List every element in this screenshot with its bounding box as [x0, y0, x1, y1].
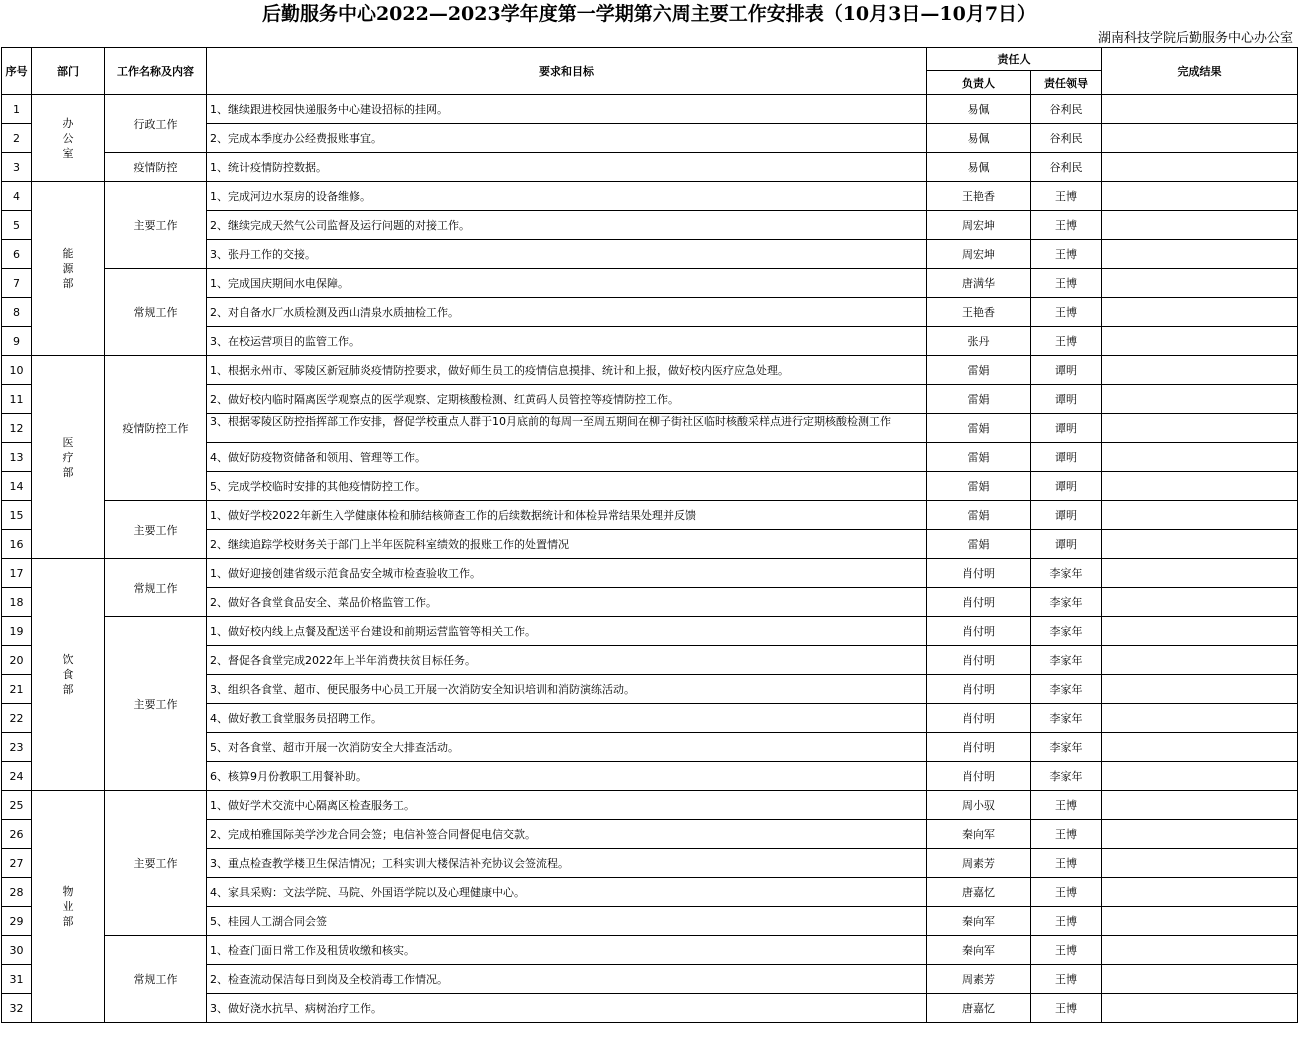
leader-cell: 李家年: [1031, 704, 1102, 733]
leader-cell: 李家年: [1031, 617, 1102, 646]
requirement-cell: 3、重点检查教学楼卫生保洁情况；工科实训大楼保洁补充协议会签流程。: [207, 849, 927, 878]
result-cell[interactable]: [1102, 327, 1298, 356]
result-cell[interactable]: [1102, 965, 1298, 994]
department-char: 部: [62, 465, 74, 479]
department-cell: [32, 356, 105, 559]
requirement-cell: 2、完成柏雅国际美学沙龙合同会签；电信补签合同督促电信交款。: [207, 820, 927, 849]
table-row: [2, 153, 1298, 182]
row-number: 17: [2, 559, 32, 588]
person-cell: 周素芳: [927, 965, 1031, 994]
result-cell[interactable]: [1102, 675, 1298, 704]
leader-cell: 王博: [1031, 965, 1102, 994]
person-cell: 易佩: [927, 124, 1031, 153]
person-cell: 王艳香: [927, 298, 1031, 327]
requirement-cell: 3、组织各食堂、超市、便民服务中心员工开展一次消防安全知识培训和消防演练活动。: [207, 675, 927, 704]
leader-cell: 王博: [1031, 791, 1102, 820]
row-number: 4: [2, 182, 32, 211]
row-number: 22: [2, 704, 32, 733]
person-cell: 肖付明: [927, 704, 1031, 733]
person-cell: 肖付明: [927, 733, 1031, 762]
row-number: 30: [2, 936, 32, 965]
person-cell: 肖付明: [927, 675, 1031, 704]
row-number: 9: [2, 327, 32, 356]
result-cell[interactable]: [1102, 617, 1298, 646]
result-cell[interactable]: [1102, 646, 1298, 675]
requirement-cell: 1、完成河边水泵房的设备维修。: [207, 182, 927, 211]
header-leader: 责任领导: [1031, 71, 1102, 95]
requirement-cell: 3、在校运营项目的监管工作。: [207, 327, 927, 356]
table-row: [2, 95, 1298, 124]
header-seq: 序号: [2, 48, 32, 95]
row-number: 28: [2, 878, 32, 907]
leader-cell: 谷利民: [1031, 95, 1102, 124]
table-row: [2, 791, 1298, 820]
work-category-cell: 疫情防控: [105, 153, 207, 182]
department-char: 部: [62, 915, 74, 928]
requirement-cell: 2、继续追踪学校财务关于部门上半年医院科室绩效的报账工作的处置情况: [207, 530, 927, 559]
row-number: 24: [2, 762, 32, 791]
work-category-cell: 主要工作: [105, 617, 207, 791]
header-work: 工作名称及内容: [105, 48, 207, 95]
work-category-cell: 常规工作: [105, 936, 207, 1023]
result-cell[interactable]: [1102, 733, 1298, 762]
table-body: [2, 95, 1298, 1023]
result-cell[interactable]: [1102, 443, 1298, 472]
person-cell: 雷娟: [927, 472, 1031, 501]
requirement-cell: 2、完成本季度办公经费报账事宜。: [207, 124, 927, 153]
requirement-cell: 2、检查流动保洁每日到岗及全校消毒工作情况。: [207, 965, 927, 994]
requirement-cell: 2、做好校内临时隔离医学观察点的医学观察、定期核酸检测、红黄码人员管控等疫情防控工作。: [207, 385, 927, 414]
result-cell[interactable]: [1102, 240, 1298, 269]
header-dept: 部门: [32, 48, 105, 95]
row-number: 5: [2, 211, 32, 240]
leader-cell: 王博: [1031, 849, 1102, 878]
requirement-cell: 6、核算9月份教职工用餐补助。: [207, 762, 927, 791]
requirement-cell: 3、张丹工作的交接。: [207, 240, 927, 269]
requirement-cell: 4、做好教工食堂服务员招聘工作。: [207, 704, 927, 733]
result-cell[interactable]: [1102, 994, 1298, 1023]
result-cell[interactable]: [1102, 878, 1298, 907]
result-cell[interactable]: [1102, 269, 1298, 298]
result-cell[interactable]: [1102, 762, 1298, 791]
result-cell[interactable]: [1102, 907, 1298, 936]
result-cell[interactable]: [1102, 704, 1298, 733]
row-number: 8: [2, 298, 32, 327]
person-cell: 周小驭: [927, 791, 1031, 820]
person-cell: 雷娟: [927, 414, 1031, 443]
leader-cell: 李家年: [1031, 762, 1102, 791]
requirement-cell: 2、对自备水厂水质检测及西山清泉水质抽检工作。: [207, 298, 927, 327]
person-cell: 雷娟: [927, 443, 1031, 472]
office-subtitle: 湖南科技学院后勤服务中心办公室: [1097, 31, 1293, 46]
table-row: [2, 182, 1298, 211]
leader-cell: 谭明: [1031, 414, 1102, 443]
row-number: 18: [2, 588, 32, 617]
header-resp: 责任人: [927, 48, 1102, 71]
department-char: 部: [62, 683, 74, 696]
header-result: 完成结果: [1102, 48, 1298, 95]
person-cell: 王艳香: [927, 182, 1031, 211]
requirement-cell: 1、完成国庆期间水电保障。: [207, 269, 927, 298]
row-number: 25: [2, 791, 32, 820]
leader-cell: 谭明: [1031, 385, 1102, 414]
result-cell[interactable]: [1102, 820, 1298, 849]
department-char: 食: [62, 668, 74, 681]
row-number: 12: [2, 414, 32, 443]
leader-cell: 谭明: [1031, 356, 1102, 385]
leader-cell: 王博: [1031, 907, 1102, 936]
row-number: 2: [2, 124, 32, 153]
department-cell: [32, 182, 105, 356]
result-cell[interactable]: [1102, 385, 1298, 414]
department-char: 医: [62, 435, 74, 449]
leader-cell: 王博: [1031, 269, 1102, 298]
row-number: 6: [2, 240, 32, 269]
row-number: 29: [2, 907, 32, 936]
table-row: [2, 936, 1298, 965]
row-number: 19: [2, 617, 32, 646]
leader-cell: 王博: [1031, 240, 1102, 269]
requirement-cell: 3、做好浇水抗旱、病树治疗工作。: [207, 994, 927, 1023]
table-row: [2, 356, 1298, 385]
person-cell: 张丹: [927, 327, 1031, 356]
requirement-cell: 2、继续完成天然气公司监督及运行问题的对接工作。: [207, 211, 927, 240]
department-char: 业: [62, 900, 74, 913]
work-category-cell: 常规工作: [105, 269, 207, 356]
requirement-cell: 1、做好校内线上点餐及配送平台建设和前期运营监管等相关工作。: [207, 617, 927, 646]
header-person: 负责人: [927, 71, 1031, 95]
leader-cell: 谭明: [1031, 530, 1102, 559]
person-cell: 雷娟: [927, 385, 1031, 414]
leader-cell: 王博: [1031, 298, 1102, 327]
result-cell[interactable]: [1102, 298, 1298, 327]
result-cell[interactable]: [1102, 936, 1298, 965]
person-cell: 唐满华: [927, 269, 1031, 298]
requirement-cell: 4、做好防疫物资储备和领用、管理等工作。: [207, 443, 927, 472]
leader-cell: 李家年: [1031, 675, 1102, 704]
leader-cell: 王博: [1031, 994, 1102, 1023]
requirement-cell: 5、完成学校临时安排的其他疫情防控工作。: [207, 472, 927, 501]
row-number: 20: [2, 646, 32, 675]
requirement-cell: 2、督促各食堂完成2022年上半年消费扶贫目标任务。: [207, 646, 927, 675]
person-cell: 秦向军: [927, 936, 1031, 965]
row-number: 3: [2, 153, 32, 182]
leader-cell: 李家年: [1031, 559, 1102, 588]
leader-cell: 王博: [1031, 211, 1102, 240]
result-cell[interactable]: [1102, 153, 1298, 182]
requirement-cell: 5、桂园人工湖合同会签: [207, 907, 927, 936]
result-cell[interactable]: [1102, 182, 1298, 211]
schedule-table: [1, 47, 1298, 1023]
person-cell: 周素芳: [927, 849, 1031, 878]
person-cell: 秦向军: [927, 820, 1031, 849]
result-cell[interactable]: [1102, 472, 1298, 501]
department-char: 物: [62, 885, 74, 898]
person-cell: 秦向军: [927, 907, 1031, 936]
result-cell[interactable]: [1102, 849, 1298, 878]
work-category-cell: 常规工作: [105, 559, 207, 617]
leader-cell: 王博: [1031, 182, 1102, 211]
row-number: 11: [2, 385, 32, 414]
row-number: 26: [2, 820, 32, 849]
leader-cell: 王博: [1031, 936, 1102, 965]
requirement-cell: 5、对各食堂、超市开展一次消防安全大排查活动。: [207, 733, 927, 762]
leader-cell: 王博: [1031, 820, 1102, 849]
header-req: 要求和目标: [207, 48, 927, 95]
requirement-cell: 1、做好学术交流中心隔离区检查服务工。: [207, 791, 927, 820]
leader-cell: 李家年: [1031, 733, 1102, 762]
person-cell: 雷娟: [927, 356, 1031, 385]
leader-cell: 李家年: [1031, 646, 1102, 675]
leader-cell: 谷利民: [1031, 124, 1102, 153]
work-category-cell: 主要工作: [105, 182, 207, 269]
result-cell[interactable]: [1102, 356, 1298, 385]
result-cell[interactable]: [1102, 791, 1298, 820]
leader-cell: 王博: [1031, 327, 1102, 356]
row-number: 31: [2, 965, 32, 994]
person-cell: 易佩: [927, 153, 1031, 182]
requirement-cell: 1、统计疫情防控数据。: [207, 153, 927, 182]
row-number: 21: [2, 675, 32, 704]
person-cell: 唐嘉忆: [927, 878, 1031, 907]
work-category-cell: 主要工作: [105, 791, 207, 936]
person-cell: 肖付明: [927, 617, 1031, 646]
department-char: 部: [62, 277, 74, 290]
department-char: 能: [62, 247, 74, 260]
requirement-cell: 1、检查门面日常工作及租赁收缴和核实。: [207, 936, 927, 965]
row-number: 10: [2, 356, 32, 385]
result-cell[interactable]: [1102, 124, 1298, 153]
department-cell: [32, 559, 105, 791]
department-char: 室: [62, 146, 74, 160]
row-number: 7: [2, 269, 32, 298]
requirement-cell: 3、根据零陵区防控指挥部工作安排，督促学校重点人群于10月底前的每周一至周五期间在柳子街社区临时核酸采样点进行定期核酸检测工作: [207, 414, 927, 443]
row-number: 32: [2, 994, 32, 1023]
person-cell: 肖付明: [927, 588, 1031, 617]
department-char: 公: [62, 131, 74, 145]
result-cell[interactable]: [1102, 588, 1298, 617]
result-cell[interactable]: [1102, 530, 1298, 559]
person-cell: 肖付明: [927, 559, 1031, 588]
leader-cell: 王博: [1031, 878, 1102, 907]
row-number: 14: [2, 472, 32, 501]
requirement-cell: 1、根据永州市、零陵区新冠肺炎疫情防控要求，做好师生员工的疫情信息摸排、统计和上报，做好校内医疗应急处理。: [207, 356, 927, 385]
requirement-cell: 2、做好各食堂食品安全、菜品价格监管工作。: [207, 588, 927, 617]
table-row: [2, 501, 1298, 530]
table-row: [2, 269, 1298, 298]
department-char: 疗: [62, 450, 74, 464]
department-char: 饮: [62, 653, 74, 666]
page-title: 后勤服务中心2022—2023学年度第一学期第六周主要工作安排表（10月3日—10月7日）: [261, 3, 1037, 25]
result-cell[interactable]: [1102, 501, 1298, 530]
leader-cell: 谭明: [1031, 443, 1102, 472]
result-cell[interactable]: [1102, 95, 1298, 124]
result-cell[interactable]: [1102, 559, 1298, 588]
result-cell[interactable]: [1102, 414, 1298, 443]
row-number: 27: [2, 849, 32, 878]
person-cell: 周宏坤: [927, 211, 1031, 240]
leader-cell: 谷利民: [1031, 153, 1102, 182]
table-row: [2, 617, 1298, 646]
person-cell: 肖付明: [927, 762, 1031, 791]
row-number: 16: [2, 530, 32, 559]
department-char: 源: [62, 262, 74, 275]
person-cell: 雷娟: [927, 530, 1031, 559]
work-category-cell: 主要工作: [105, 501, 207, 559]
person-cell: 唐嘉忆: [927, 994, 1031, 1023]
leader-cell: 谭明: [1031, 472, 1102, 501]
row-number: 23: [2, 733, 32, 762]
requirement-cell: 1、做好学校2022年新生入学健康体检和肺结核筛查工作的后续数据统计和体检异常结果处理并反馈: [207, 501, 927, 530]
requirement-cell: 1、继续跟进校园快递服务中心建设招标的挂网。: [207, 95, 927, 124]
person-cell: 易佩: [927, 95, 1031, 124]
requirement-cell: 1、做好迎接创建省级示范食品安全城市检查验收工作。: [207, 559, 927, 588]
department-cell: [32, 95, 105, 182]
leader-cell: 李家年: [1031, 588, 1102, 617]
person-cell: 肖付明: [927, 646, 1031, 675]
person-cell: 雷娟: [927, 501, 1031, 530]
row-number: 1: [2, 95, 32, 124]
result-cell[interactable]: [1102, 211, 1298, 240]
leader-cell: 谭明: [1031, 501, 1102, 530]
department-char: 办: [62, 116, 74, 130]
person-cell: 周宏坤: [927, 240, 1031, 269]
work-category-cell: 行政工作: [105, 95, 207, 153]
row-number: 13: [2, 443, 32, 472]
department-cell: [32, 791, 105, 1023]
requirement-cell: 4、家具采购：文法学院、马院、外国语学院以及心理健康中心。: [207, 878, 927, 907]
row-number: 15: [2, 501, 32, 530]
work-category-cell: 疫情防控工作: [105, 356, 207, 501]
table-row: [2, 559, 1298, 588]
